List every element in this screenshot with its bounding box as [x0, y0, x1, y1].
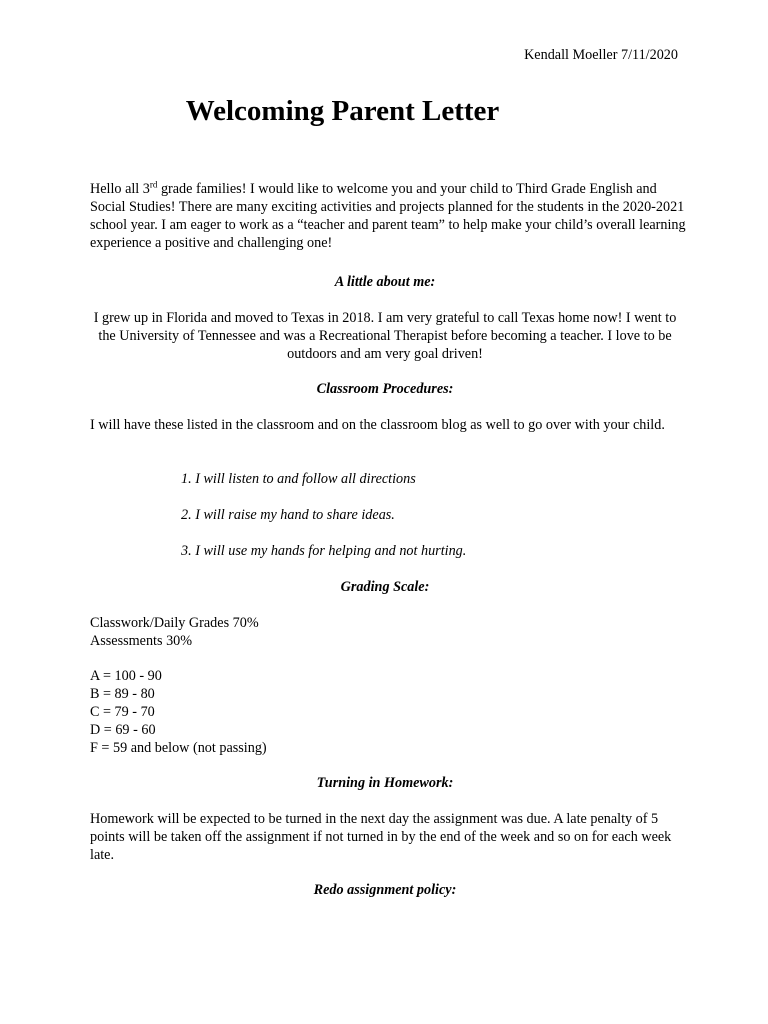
weight-item: Assessments 30% — [90, 633, 193, 649]
about-paragraph: I grew up in Florida and moved to Texas in 2018. I am very grateful to call Texas home now! I went to the University of Tennessee and was a Recreational Therapist before becoming a teacher. I love to be outdoors and am very goal driven! — [93, 310, 677, 362]
scale-item: C = 79 - 70 — [90, 704, 155, 720]
scale-item: A = 100 - 90 — [90, 668, 162, 684]
rule-item: 1. I will listen to and follow all directions — [181, 471, 416, 487]
intro-text-rest: grade families! I would like to welcome you and your child to Third Grade English and Social Studies! There are many exciting activities and projects planned for the students in the 2020-2021 school year. I am eager to work as a “teacher and parent team” to help make your child’s overall learning experience a positive and challenging one! — [90, 181, 686, 251]
rule-item: 2. I will raise my hand to share ideas. — [181, 507, 395, 523]
page-title: Welcoming Parent Letter — [185, 95, 500, 127]
procedures-intro: I will have these listed in the classroom and on the classroom blog as well to go over with your child. — [90, 417, 665, 433]
scale-item: D = 69 - 60 — [90, 722, 156, 738]
scale-item: B = 89 - 80 — [90, 686, 155, 702]
intro-paragraph — [90, 180, 690, 252]
grade-weights — [90, 614, 259, 650]
about-heading: A little about me: — [334, 274, 436, 290]
redo-heading: Redo assignment policy: — [313, 882, 457, 898]
author-date: Kendall Moeller 7/11/2020 — [524, 47, 678, 63]
intro-superscript: rd — [149, 179, 158, 190]
intro-text-start: Hello all 3 — [90, 181, 150, 197]
procedures-heading: Classroom Procedures: — [316, 381, 454, 397]
homework-heading: Turning in Homework: — [316, 775, 454, 791]
grading-scale-list — [90, 667, 267, 757]
scale-item: F = 59 and below (not passing) — [90, 740, 267, 756]
weight-item: Classwork/Daily Grades 70% — [90, 615, 259, 631]
homework-paragraph: Homework will be expected to be turned in the next day the assignment was due. A late penalty of 5 points will be taken off the assignment if not turned in by the end of the week and so on for each week late. — [90, 811, 672, 863]
rule-item: 3. I will use my hands for helping and not hurting. — [181, 543, 467, 559]
grading-heading: Grading Scale: — [340, 579, 430, 595]
